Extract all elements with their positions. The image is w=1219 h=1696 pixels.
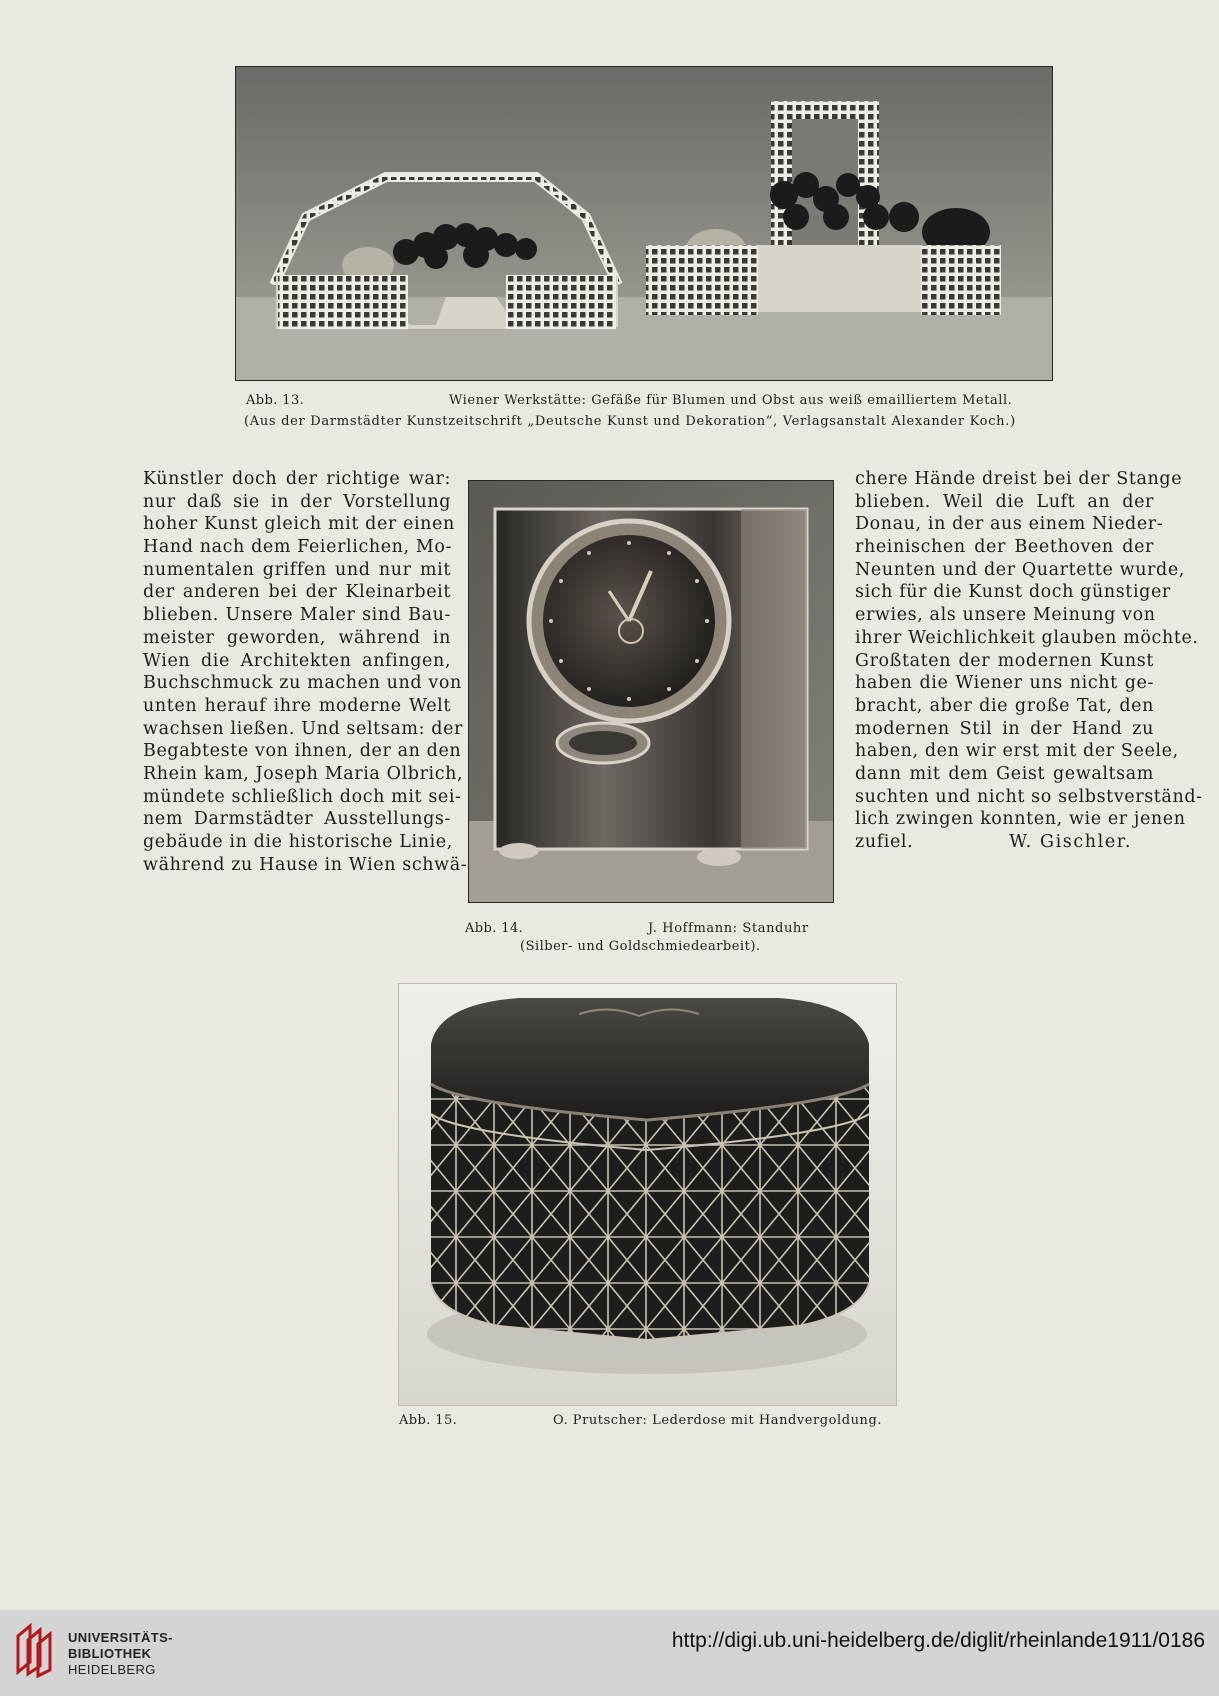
text-line: lich zwingen konnten, wie er jenen: [855, 809, 1186, 830]
text-line: [855, 831, 1154, 854]
figure-14-caption-2: (Silber- und Goldschmiedearbeit).: [520, 939, 761, 954]
text-line: bracht, aber die große Tat, den: [855, 695, 1154, 716]
text-column-right: [855, 468, 1203, 854]
leather-box-image: [399, 984, 896, 1405]
figure-15-caption: O. Prutscher: Lederdose mit Handvergoldung.: [553, 1413, 883, 1428]
library-logo-icon: [14, 1622, 54, 1678]
text-line: ihrer Weichlichkeit glauben möchte.: [855, 627, 1199, 648]
text-line: Buchschmuck zu machen und von: [143, 673, 462, 694]
baskets-image: [236, 67, 1052, 380]
text-line: suchten und nicht so selbstverständ-: [855, 786, 1203, 807]
library-name-line-2: BIBLIOTHEK: [68, 1646, 152, 1661]
text-column-left: [143, 468, 468, 876]
text-line: Neunten und der Quartette wurde,: [855, 559, 1185, 580]
text-line: Künstler doch der richtige war:: [143, 469, 451, 489]
text-line: Donau, in der aus einem Nieder-: [855, 514, 1164, 535]
text-line: sich für die Kunst doch günstiger: [855, 582, 1171, 603]
text-line: Hand nach dem Feierlichen, Mo-: [143, 537, 453, 558]
text-line: dann mit dem Geist gewaltsam: [855, 763, 1154, 784]
source-url-link[interactable]: http://digi.ub.uni-heidelberg.de/diglit/rheinlande1911/0186: [671, 1629, 1205, 1652]
text-line: modernen Stil in der Hand zu: [855, 718, 1154, 739]
text-line: Begabteste von ihnen, der an den: [143, 741, 462, 762]
text-line: der anderen bei der Kleinarbeit: [143, 582, 451, 603]
text-line: unten herauf ihre moderne Welt: [143, 695, 451, 716]
text-line: Wien die Architekten anfingen,: [143, 650, 451, 671]
text-line: haben die Wiener uns nicht ge-: [855, 673, 1154, 694]
text-line: nur daß sie in der Vorstellung: [143, 491, 451, 512]
text-line: haben, den wir erst mit der Seele,: [855, 741, 1179, 762]
text-line: hoher Kunst gleich mit der einen: [143, 514, 455, 535]
author-signature: W. Gischler.: [1009, 832, 1132, 852]
figure-13-caption: Wiener Werkstätte: Gefäße für Blumen und Obst aus weiß emailliertem Metall.: [449, 393, 1013, 408]
text-line: nem Darmstädter Ausstellungs-: [143, 809, 451, 830]
last-line-text: zufiel.: [855, 832, 914, 852]
figure-13-photo: [235, 66, 1053, 381]
figure-13-label: Abb. 13.: [246, 393, 305, 408]
text-line: Großtaten der modernen Kunst: [855, 650, 1154, 671]
figure-13-source: (Aus der Darmstädter Kunstzeitschrift „Deutsche Kunst und Dekoration“, Verlagsanstalt Alexander Koch.): [244, 414, 1016, 429]
library-name-line-1: UNIVERSITÄTS-: [68, 1630, 173, 1645]
text-line: während zu Hause in Wien schwä-: [143, 854, 468, 875]
text-line: wachsen ließen. Und seltsam: der: [143, 718, 463, 739]
clock-image: [469, 481, 833, 902]
text-line: mündete schließlich doch mit sei-: [143, 786, 462, 807]
text-line: blieben. Unsere Maler sind Bau-: [143, 605, 451, 626]
figure-14-label: Abb. 14.: [465, 921, 524, 936]
figure-14-caption: J. Hoffmann: Standuhr: [648, 921, 809, 936]
text-line: chere Hände dreist bei der Stange: [855, 469, 1183, 489]
figure-14-photo: [468, 480, 834, 903]
text-line: rheinischen der Beethoven der: [855, 537, 1154, 558]
text-line: numentalen griffen und nur mit: [143, 559, 451, 580]
text-line: meister geworden, während in: [143, 627, 451, 648]
text-line: erwies, als unsere Meinung von: [855, 605, 1156, 626]
text-line: blieben. Weil die Luft an der: [855, 491, 1154, 512]
footer-bar: [0, 1610, 1219, 1696]
text-line: Rhein kam, Joseph Maria Olbrich,: [143, 763, 464, 784]
text-line: gebäude in die historische Linie,: [143, 832, 453, 852]
figure-15-photo: [398, 983, 897, 1406]
figure-15-label: Abb. 15.: [399, 1413, 458, 1428]
library-name-line-3: HEIDELBERG: [68, 1662, 156, 1677]
